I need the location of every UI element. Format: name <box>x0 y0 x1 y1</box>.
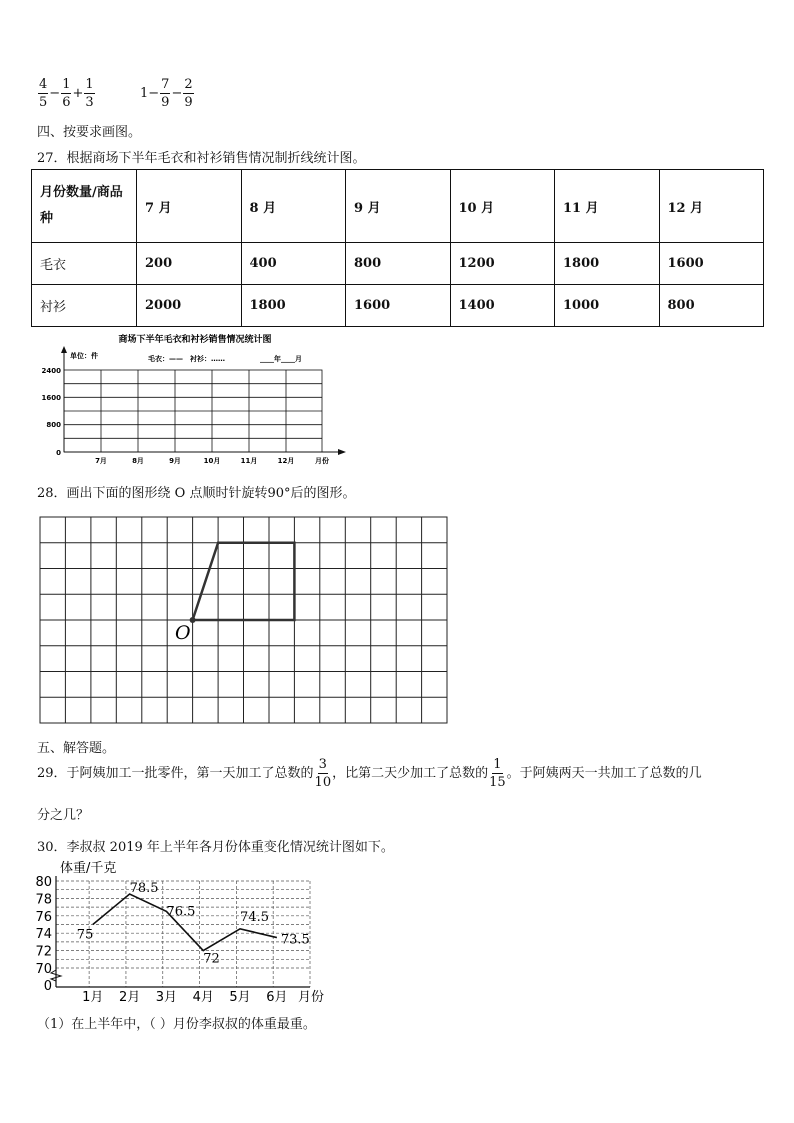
y-tick-labels <box>35 875 52 994</box>
data-value-labels <box>77 881 310 967</box>
question-29-text <box>37 758 777 789</box>
data-value-label: 72 <box>203 951 220 967</box>
table-header-month: 10 月 <box>450 170 555 243</box>
sales-data-table <box>31 169 764 327</box>
x-axis-title: 月份 <box>298 990 325 1005</box>
data-value-label: 74.5 <box>240 909 270 925</box>
question-29-part: 29．于阿姨加工一批零件，第一天加工了总数的 <box>37 766 314 781</box>
blank-sales-chart <box>30 328 360 468</box>
fraction <box>489 758 506 789</box>
numerator: 4 <box>39 77 48 92</box>
numerator: 7 <box>161 77 170 92</box>
x-tick-labels <box>82 990 287 1005</box>
denominator: 6 <box>62 95 71 110</box>
operator: − <box>171 86 183 101</box>
table-header-month: 12 月 <box>659 170 764 243</box>
operator: 1− <box>140 86 160 101</box>
x-tick-label: 7月 <box>95 457 107 465</box>
y-axis-arrow <box>61 346 67 353</box>
x-tick-label: 9月 <box>169 457 181 465</box>
legend-sweater: 毛衣：—— <box>148 355 183 363</box>
x-tick-label: 11月 <box>240 457 258 465</box>
denominator: 15 <box>489 775 506 790</box>
chart-grid <box>64 370 322 452</box>
table-row <box>32 243 764 285</box>
y-tick-label: 2400 <box>41 367 61 375</box>
table-cell: 800 <box>346 243 451 285</box>
y-tick-label: 800 <box>46 421 61 429</box>
numerator: 3 <box>318 757 327 772</box>
table-cell: 1400 <box>450 285 555 327</box>
x-tick-label: 6月 <box>266 990 288 1005</box>
x-tick-label: 1月 <box>82 990 104 1005</box>
x-tick-label: 2月 <box>118 990 141 1005</box>
table-cell: 2000 <box>137 285 242 327</box>
legend-shirt: 衬衫：…… <box>190 355 225 363</box>
question-30-text: 30．李叔叔 2019 年上半年各月份体重变化情况统计图如下。 <box>37 840 394 855</box>
table-header-month: 9 月 <box>346 170 451 243</box>
rotation-grid <box>38 515 450 725</box>
table-cell: 1800 <box>241 285 346 327</box>
numerator: 1 <box>62 77 71 92</box>
fraction <box>84 78 94 109</box>
table-cell: 1600 <box>346 285 451 327</box>
question-28-text: 28．画出下面的图形绕 O 点顺时针旋转90°后的图形。 <box>37 486 356 501</box>
y-axis-title: 体重/千克 <box>60 861 117 876</box>
y-tick-label: 76 <box>35 909 52 925</box>
chart-grid <box>56 881 310 987</box>
chart-title: 商场下半年毛衣和衬衫销售情况统计图 <box>118 335 272 345</box>
table-row <box>32 285 764 327</box>
section-5-title: 五、解答题。 <box>37 741 116 756</box>
table-cell: 200 <box>137 243 242 285</box>
x-axis-arrow <box>338 449 346 455</box>
section-4-title: 四、按要求画图。 <box>37 125 142 140</box>
denominator: 5 <box>39 95 48 110</box>
denominator: 9 <box>161 95 170 110</box>
y-tick-label: 70 <box>35 962 52 977</box>
denominator: 3 <box>85 95 94 110</box>
y-tick-label: 74 <box>35 927 52 943</box>
table-cell: 1800 <box>555 243 660 285</box>
exercise-expression-2 <box>140 78 195 109</box>
table-header-month: 11 月 <box>555 170 660 243</box>
x-axis-label: 月份 <box>315 457 329 465</box>
table-cell: 1000 <box>555 285 660 327</box>
y-tick-label: 80 <box>35 875 52 890</box>
chart-unit: 单位：件 <box>70 352 98 360</box>
table-header-row <box>32 170 764 243</box>
numerator: 1 <box>493 757 502 772</box>
exercise-expression-1 <box>37 78 96 109</box>
y-tick-label: 0 <box>56 449 61 457</box>
table-row-label: 衬衫 <box>32 285 137 327</box>
table-cell: 1200 <box>450 243 555 285</box>
x-tick-label: 3月 <box>155 990 178 1005</box>
fraction <box>160 78 170 109</box>
fraction <box>61 78 71 109</box>
denominator: 9 <box>184 95 193 110</box>
fraction <box>38 78 48 109</box>
table-cell: 400 <box>241 243 346 285</box>
numerator: 1 <box>85 77 94 92</box>
operator: − <box>49 86 61 101</box>
weight-line-chart <box>30 856 340 1008</box>
x-tick-label: 4月 <box>192 990 214 1005</box>
x-tick-label: 12月 <box>277 457 295 465</box>
y-tick-label: 0 <box>43 979 52 994</box>
table-row-label: 毛衣 <box>32 243 137 285</box>
point-o-label: O <box>175 622 191 644</box>
x-tick-label: 10月 <box>203 457 221 465</box>
fraction <box>315 758 332 789</box>
table-cell: 800 <box>659 285 764 327</box>
operator: + <box>72 86 84 101</box>
data-value-label: 75 <box>76 927 94 943</box>
y-tick-label: 78 <box>35 892 52 908</box>
question-30-sub-1: （1）在上半年中，（ ）月份李叔叔的体重最重。 <box>37 1017 316 1032</box>
x-tick-label: 8月 <box>132 457 144 465</box>
denominator: 10 <box>314 775 332 790</box>
y-tick-label: 72 <box>35 944 52 960</box>
y-tick-label: 1600 <box>41 394 61 402</box>
table-header-month: 8 月 <box>241 170 346 243</box>
date-blank: ____年____月 <box>260 355 302 363</box>
x-tick-label: 5月 <box>229 990 251 1005</box>
question-27-text: 27．根据商场下半年毛衣和衬衫销售情况制折线统计图。 <box>37 151 366 166</box>
question-29-part: 。于阿姨两天一共加工了总数的几 <box>506 766 702 781</box>
fraction <box>183 78 193 109</box>
question-29-continuation: 分之几？ <box>37 808 90 823</box>
data-value-label: 73.5 <box>280 932 310 948</box>
data-value-label: 78.5 <box>129 881 159 897</box>
question-29-part: ，比第二天少加工了总数的 <box>332 766 489 781</box>
data-value-label: 76.5 <box>166 904 196 920</box>
table-cell: 1600 <box>659 243 764 285</box>
table-header-label: 月份数量/商品 种 <box>32 170 137 243</box>
numerator: 2 <box>184 77 193 92</box>
table-header-month: 7 月 <box>137 170 242 243</box>
